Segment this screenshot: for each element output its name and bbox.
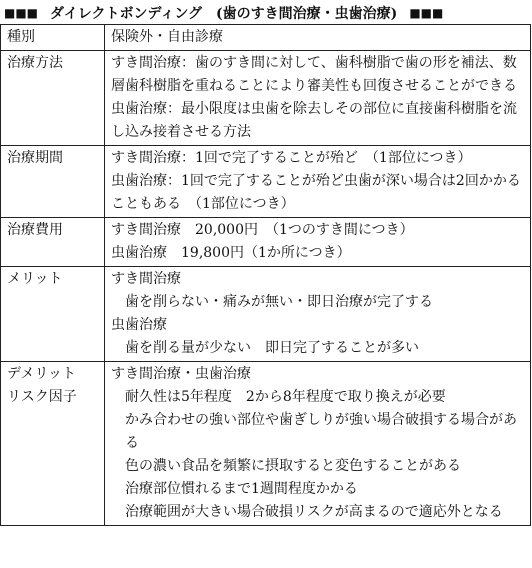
table-row <box>1 146 531 218</box>
row-value-line: すき間治療 <box>111 271 181 287</box>
row-label: メリット <box>7 271 63 287</box>
row-label: デメリット <box>7 366 76 382</box>
row-label-cell <box>1 51 105 146</box>
title-left-marks: ■■■ <box>4 6 39 20</box>
row-value-cell <box>105 267 531 362</box>
row-value-line: 虫歯治療 19,800円（1か所につき） <box>111 245 351 261</box>
row-value-cell <box>105 51 531 146</box>
row-value-line: すき間治療：歯のすき間に対して、歯科樹脂で歯の形を補法、数層歯科樹脂を重ねることにより審美性も回復させることができる <box>111 55 517 94</box>
row-value-line: 耐久性は5年程度 2から8年程度で取り換えが必要 <box>125 389 446 405</box>
table-row <box>1 218 531 267</box>
document-title <box>4 2 524 24</box>
row-value-line: 虫歯治療：1回で完了することが殆ど虫歯が深い場合は2回かかることもある （1部位につき） <box>111 173 521 212</box>
row-value-cell <box>105 146 531 218</box>
table-row <box>1 51 531 146</box>
row-value-line: かみ合わせの強い部位や歯ぎしりが強い場合破損する場合がある <box>125 412 517 451</box>
row-value-line: 虫歯治療 <box>111 317 167 333</box>
row-label-cell <box>1 218 105 267</box>
row-label: 治療方法 <box>7 55 63 71</box>
row-label-cell <box>1 362 105 526</box>
row-value-line: 保険外・自由診療 <box>111 29 223 45</box>
row-value-line: 治療部位慣れるまで1週間程度かかる <box>125 481 358 497</box>
title-right-marks: ■■■ <box>409 6 444 20</box>
table-row <box>1 362 531 526</box>
row-label-cell <box>1 267 105 362</box>
treatment-info-table <box>0 24 531 526</box>
row-value-cell <box>105 25 531 51</box>
row-label-cell <box>1 146 105 218</box>
row-label: 治療費用 <box>7 222 63 238</box>
row-value-line: すき間治療：1回で完了することが殆ど （1部位につき） <box>111 150 472 166</box>
row-label-cell <box>1 25 105 51</box>
row-label: 種別 <box>7 29 35 45</box>
row-value-line: 色の濃い食品を頻繁に摂取すると変色することがある <box>125 458 461 474</box>
row-value-cell <box>105 218 531 267</box>
row-label: リスク因子 <box>7 389 77 405</box>
row-value-line: すき間治療・虫歯治療 <box>111 366 251 382</box>
table-row <box>1 25 531 51</box>
row-value-line: 虫歯治療：最小限度は虫歯を除去しその部位に直接歯科樹脂を流し込み接着させる方法 <box>111 101 517 140</box>
treatment-info-table-body <box>1 25 531 526</box>
table-row <box>1 267 531 362</box>
row-value-line: 歯を削らない・痛みが無い・即日治療が完了する <box>125 294 433 310</box>
row-value-line: 治療範囲が大きい場合破損リスクが高まるので適応外となる <box>125 504 503 520</box>
row-value-line: すき間治療 20,000円 （1つのすき間につき） <box>111 222 414 238</box>
row-label: 治療期間 <box>7 150 63 166</box>
row-value-cell <box>105 362 531 526</box>
row-value-line: 歯を削る量が少ない 即日完了することが多い <box>125 340 419 356</box>
title-text: ダイレクトボンディング (歯のすき間治療・虫歯治療) <box>50 6 398 22</box>
